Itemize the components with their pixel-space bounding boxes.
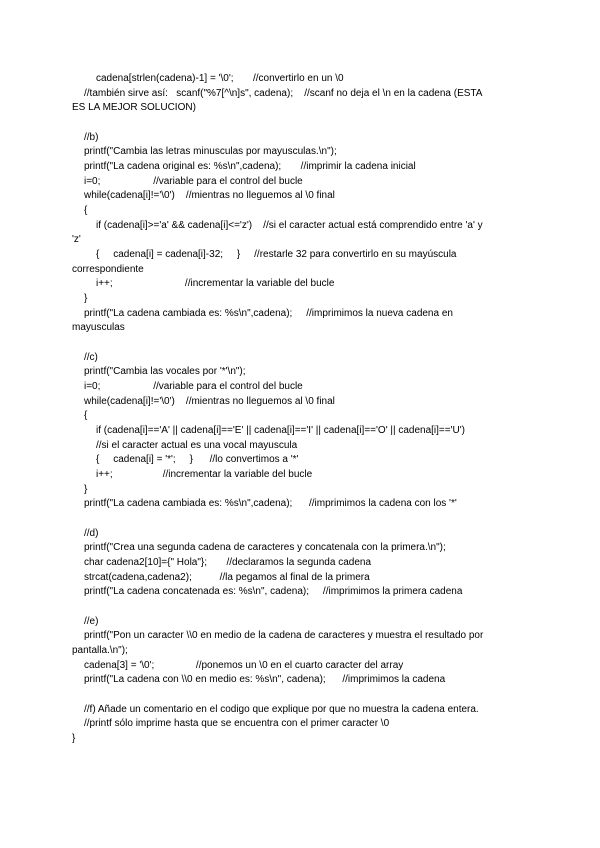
code-line: printf("La cadena cambiada es: %s\n",cadena); //imprimimos la cadena con los '*' [84, 498, 457, 509]
code-line: mayusculas [72, 322, 125, 333]
code-line: //c) [84, 352, 98, 363]
code-line: } [72, 733, 76, 744]
code-line: //f) Añade un comentario en el codigo que explique por que no muestra la cadena entera. [84, 704, 479, 715]
code-line: pantalla.\n"); [72, 645, 128, 656]
code-line: { [84, 205, 88, 216]
code-line: printf("Pon un caracter \\0 en medio de la cadena de caracteres y muestra el resultado por [84, 630, 484, 641]
code-line: } [84, 484, 88, 495]
code-line: if (cadena[i]=='A' || cadena[i]=='E' || cadena[i]=='I' || cadena[i]=='O' || cadena[i]=='U') [96, 425, 465, 436]
code-line: i=0; //variable para el control del bucle [84, 176, 303, 187]
code-line: //si el caracter actual es una vocal mayuscula [96, 440, 298, 451]
code-line: printf("La cadena concatenada es: %s\n", cadena); //imprimimos la primera cadena [84, 586, 463, 597]
code-line: i++; //incrementar la variable del bucle [96, 278, 335, 289]
code-line: //printf sólo imprime hasta que se encuentra con el primer caracter \0 [84, 718, 390, 729]
code-line: { [84, 410, 88, 421]
code-line: { cadena[i] = cadena[i]-32; } //restarle 32 para convertirlo en su mayúscula [96, 249, 457, 260]
code-line: i=0; //variable para el control del bucle [84, 381, 303, 392]
code-line: if (cadena[i]>='a' && cadena[i]<='z') //si el caracter actual está comprendido entre 'a' y [96, 220, 483, 231]
code-line: 'z' [72, 234, 81, 245]
code-line: //también sirve así: scanf("%7[^\n]s", cadena); //scanf no deja el \n en la cadena (ESTA [84, 88, 483, 99]
code-line: cadena[3] = '\0'; //ponemos un \0 en el cuarto caracter del array [84, 660, 404, 671]
code-line: i++; //incrementar la variable del bucle [96, 469, 313, 480]
code-line: //d) [84, 528, 99, 539]
code-line: while(cadena[i]!='\0') //mientras no lleguemos al \0 final [84, 396, 335, 407]
code-line: //e) [84, 616, 99, 627]
code-line: { cadena[i] = '*'; } //lo convertimos a '*' [96, 454, 299, 465]
code-line: char cadena2[10]={" Hola"}; //declaramos la segunda cadena [84, 557, 372, 568]
code-line: ES LA MEJOR SOLUCION) [72, 102, 196, 113]
code-line: printf("Cambia las letras minusculas por mayusculas.\n"); [84, 146, 337, 157]
code-line: printf("La cadena con \\0 en medio es: %s\n", cadena); //imprimimos la cadena [84, 674, 446, 685]
code-line: strcat(cadena,cadena2); //la pegamos al final de la primera [84, 572, 370, 583]
code-line: cadena[strlen(cadena)-1] = '\0'; //convertirlo en un \0 [96, 73, 344, 84]
code-line: while(cadena[i]!='\0') //mientras no lleguemos al \0 final [84, 190, 335, 201]
code-line: correspondiente [72, 264, 144, 275]
code-line: //b) [84, 132, 99, 143]
code-line: } [84, 293, 88, 304]
code-line: printf("Cambia las vocales por '*'\n"); [84, 366, 246, 377]
code-line: printf("La cadena cambiada es: %s\n",cadena); //imprimimos la nueva cadena en [84, 308, 453, 319]
code-line: printf("Crea una segunda cadena de caracteres y concatenala con la primera.\n"); [84, 542, 446, 553]
code-line: printf("La cadena original es: %s\n",cadena); //imprimir la cadena inicial [84, 161, 416, 172]
